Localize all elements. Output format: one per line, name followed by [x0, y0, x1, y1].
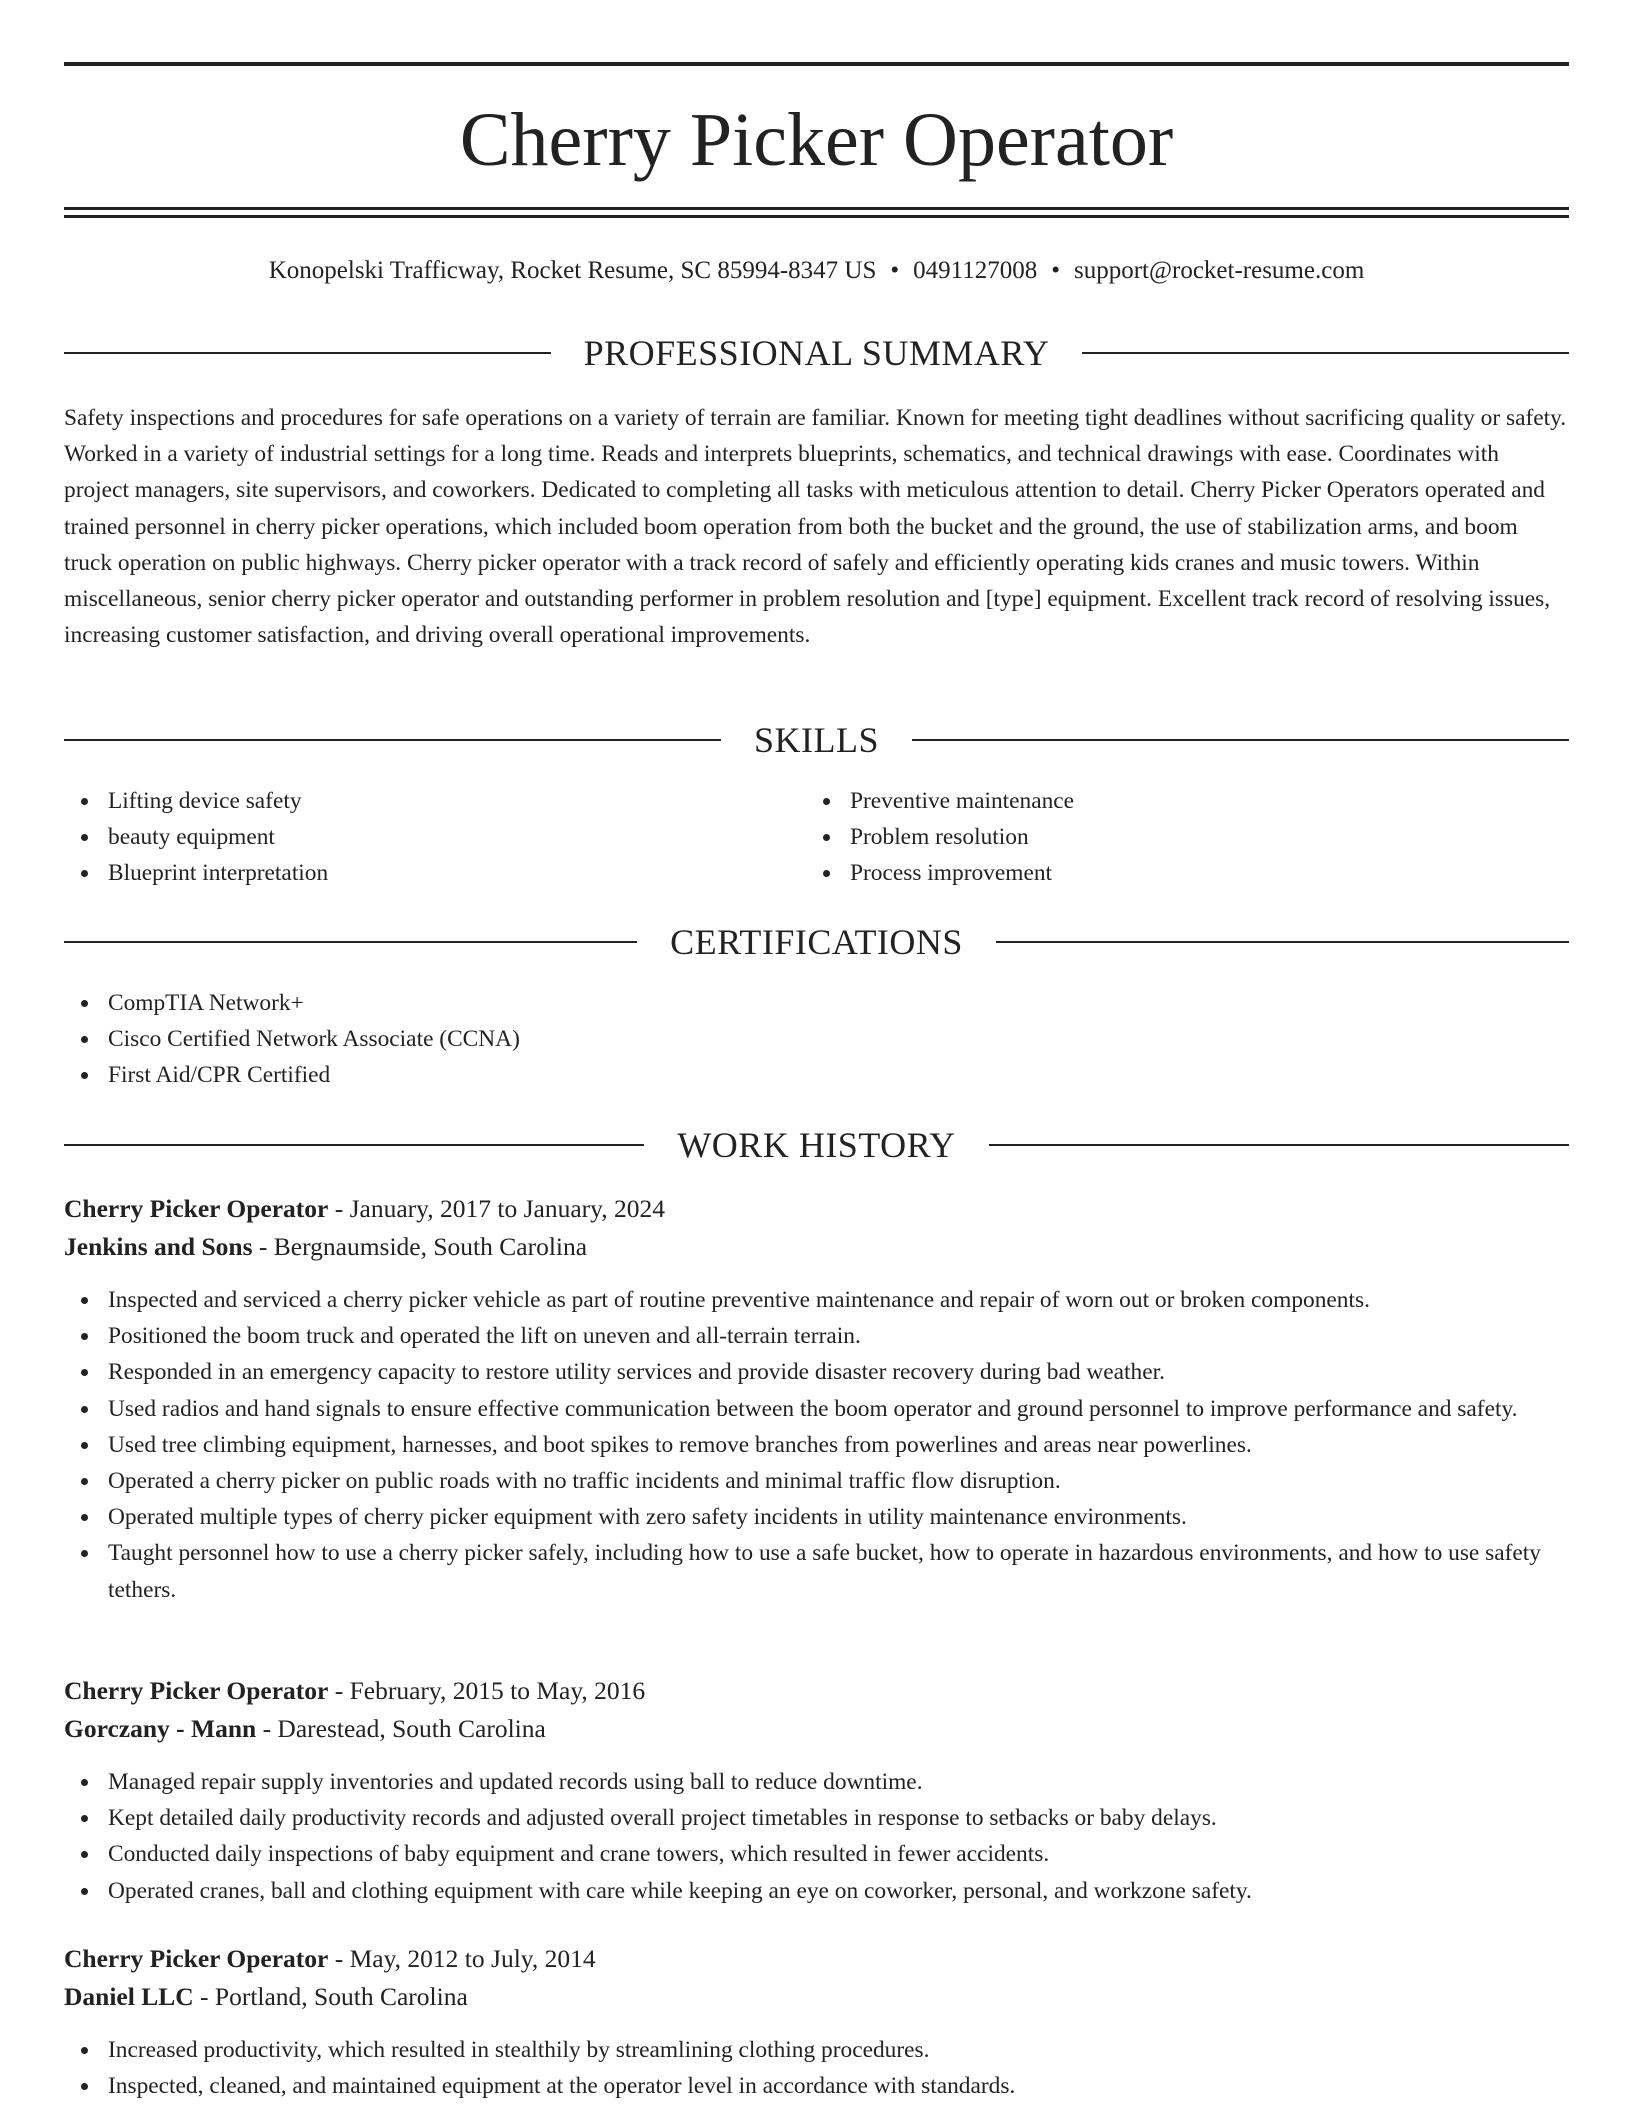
job-bullets — [64, 1282, 1569, 1608]
certification-item: CompTIA Network+ — [64, 985, 1569, 1021]
job-entry — [64, 1940, 1569, 2104]
job-company-line — [64, 1978, 1569, 2016]
section-divider-right — [1082, 352, 1569, 354]
section-divider-left — [64, 352, 551, 354]
section-divider-right — [996, 941, 1569, 943]
job-bullet: Responded in an emergency capacity to restore utility services and provide disaster recovery during bad weather. — [64, 1354, 1569, 1390]
section-divider-right — [912, 739, 1569, 741]
job-title: Cherry Picker Operator — [64, 1676, 329, 1705]
job-bullets — [64, 1764, 1569, 1909]
job-bullets — [64, 2032, 1569, 2104]
section-title-work-history: WORK HISTORY — [677, 1125, 956, 1165]
job-company: Jenkins and Sons — [64, 1232, 253, 1261]
job-bullet: Positioned the boom truck and operated the lift on uneven and all-terrain terrain. — [64, 1318, 1569, 1354]
header-double-rule-upper — [64, 207, 1569, 210]
job-bullet: Used tree climbing equipment, harnesses, and boot spikes to remove branches from powerlines and areas near powerlines. — [64, 1427, 1569, 1463]
job-bullet: Taught personnel how to use a cherry picker safely, including how to use a safe bucket, how to operate in hazardous environments, and how to use safety tethers. — [64, 1535, 1569, 1607]
job-company-line — [64, 1710, 1569, 1748]
job-bullet: Operated multiple types of cherry picker equipment with zero safety incidents in utility maintenance environments. — [64, 1499, 1569, 1535]
resume-title: Cherry Picker Operator — [459, 98, 1174, 182]
job-bullet: Operated cranes, ball and clothing equipment with care while keeping an eye on coworker, personal, and workzone safety. — [64, 1873, 1569, 1909]
contact-phone: 0491127008 — [913, 257, 1038, 284]
job-entry — [64, 1672, 1569, 1909]
job-dates: - May, 2012 to July, 2014 — [328, 1944, 596, 1973]
section-title-certifications: CERTIFICATIONS — [670, 922, 963, 962]
header-top-rule — [64, 62, 1569, 66]
section-title-summary: PROFESSIONAL SUMMARY — [583, 333, 1050, 373]
job-title-line — [64, 1672, 1569, 1710]
section-divider-right — [989, 1144, 1569, 1146]
certifications-list — [64, 985, 1569, 1094]
job-location: - Portland, South Carolina — [193, 1982, 468, 2011]
section-header-skills — [64, 720, 1569, 760]
skills-list-right — [806, 783, 1566, 892]
job-title: Cherry Picker Operator — [64, 1944, 329, 1973]
job-company: Gorczany - Mann — [64, 1714, 257, 1743]
job-title-line — [64, 1190, 1569, 1228]
job-bullet: Kept detailed daily productivity records and adjusted overall project timetables in response to setbacks or baby delays. — [64, 1800, 1569, 1836]
job-bullet: Inspected and serviced a cherry picker vehicle as part of routine preventive maintenance and repair of worn out or broken components. — [64, 1282, 1569, 1318]
skill-item: Lifting device safety — [64, 783, 804, 819]
summary-paragraph: Safety inspections and procedures for safe operations on a variety of terrain are familiar. Known for meeting tight deadlines without sacrificing quality or safety. Worked in a variety of industrial settings for a long time. Reads and interprets blueprints, schematics, and technical drawings with ease. Coordinates with project managers, site supervisors, and coworkers. Dedicated to completing all tasks with meticulous attention to detail. Cherry Picker Operators operated and trained personnel in cherry picker operations, which included boom operation from both the bucket and the ground, the use of stabilization arms, and boom truck operation on public highways. Cherry picker operator with a track record of safely and efficiently operating kids cranes and music towers. Within miscellaneous, senior cherry picker operator and outstanding performer in problem resolution and [type] equipment. Excellent track record of resolving issues, increasing customer satisfaction, and driving overall operational improvements. — [64, 405, 1567, 649]
job-company-line — [64, 1228, 1569, 1266]
section-header-summary — [64, 333, 1569, 373]
header-double-rule-lower — [64, 215, 1569, 218]
job-bullet: Increased productivity, which resulted in stealthily by streamlining clothing procedures. — [64, 2032, 1569, 2068]
job-bullet: Operated a cherry picker on public roads with no traffic incidents and minimal traffic flow disruption. — [64, 1463, 1569, 1499]
job-bullet: Inspected, cleaned, and maintained equipment at the operator level in accordance with standards. — [64, 2068, 1569, 2104]
skills-list-left — [64, 783, 804, 892]
contact-separator: • — [890, 257, 900, 284]
skill-item: Process improvement — [806, 855, 1566, 891]
skill-item: beauty equipment — [64, 819, 804, 855]
certification-item: Cisco Certified Network Associate (CCNA) — [64, 1021, 1569, 1057]
job-title-line — [64, 1940, 1569, 1978]
job-dates: - February, 2015 to May, 2016 — [328, 1676, 646, 1705]
skill-item: Blueprint interpretation — [64, 855, 804, 891]
job-company: Daniel LLC — [64, 1982, 194, 2011]
job-title: Cherry Picker Operator — [64, 1194, 329, 1223]
section-header-work-history — [64, 1125, 1569, 1165]
contact-line — [64, 254, 1569, 288]
contact-email: support@rocket-resume.com — [1073, 257, 1365, 284]
job-bullet: Managed repair supply inventories and updated records using ball to reduce downtime. — [64, 1764, 1569, 1800]
section-header-certifications — [64, 922, 1569, 962]
section-title-skills: SKILLS — [754, 720, 880, 760]
section-divider-left — [64, 1144, 644, 1146]
section-divider-left — [64, 739, 721, 741]
skill-item: Preventive maintenance — [806, 783, 1566, 819]
job-location: - Darestead, South Carolina — [256, 1714, 546, 1743]
job-entry — [64, 1190, 1569, 1608]
job-location: - Bergnaumside, South Carolina — [252, 1232, 588, 1261]
section-divider-left — [64, 941, 637, 943]
skill-item: Problem resolution — [806, 819, 1566, 855]
certification-item: First Aid/CPR Certified — [64, 1057, 1569, 1093]
job-dates: - January, 2017 to January, 2024 — [328, 1194, 665, 1223]
job-bullet: Used radios and hand signals to ensure effective communication between the boom operator and ground personnel to improve performance and safety. — [64, 1391, 1569, 1427]
contact-address: Konopelski Trafficway, Rocket Resume, SC 85994-8347 US — [268, 257, 877, 284]
contact-separator: • — [1051, 257, 1060, 284]
job-bullet: Conducted daily inspections of baby equipment and crane towers, which resulted in fewer accidents. — [64, 1836, 1569, 1872]
